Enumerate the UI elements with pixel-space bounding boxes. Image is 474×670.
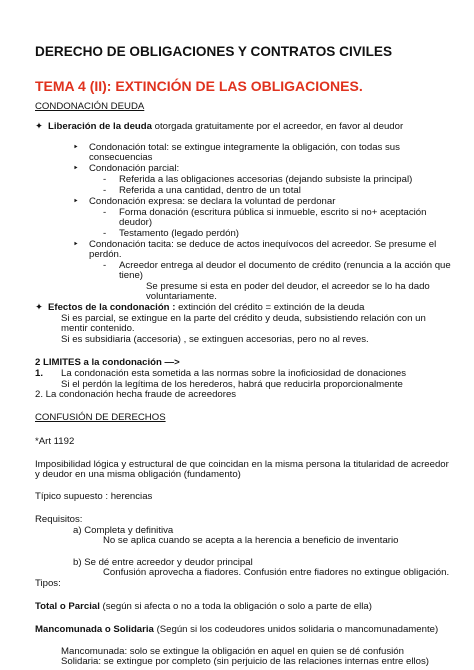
dash-bullet-icon: - (103, 260, 107, 271)
tacita-a-2: tiene) (119, 270, 143, 281)
parcial-b: Referida a una cantidad, dentro de un total (119, 185, 301, 196)
definition-line-2: y deudor en una misma obligación (fundamento) (35, 469, 241, 480)
arrow-bullet-icon: ‣ (73, 142, 79, 153)
tipico-line: Típico supuesto : herencias (35, 491, 153, 502)
total-line-1: Condonación total: se extingue integramente la obligación, con todas sus (89, 142, 400, 153)
dash-bullet-icon: - (103, 207, 107, 218)
parcial-line: Condonación parcial: (89, 163, 180, 174)
dash-bullet-icon: - (103, 174, 107, 185)
limites-item-1-line-2: Si el perdón la legítima de los herederos, habrá que reducirla proporcionalmente (61, 379, 403, 390)
total-parcial-line (35, 601, 372, 612)
tacita-line-1: Condonación tacita: se deduce de actos inequívocos del acreedor. Se presume el (89, 239, 437, 250)
efectos-line-4: Si es subsidiaria (accesoria) , se extinguen accesorias, pero no al reves. (61, 334, 369, 345)
tacita-a-1: Acreedor entrega al deudor el documento de crédito (renuncia a la acción que (119, 260, 451, 271)
efectos-line-2: Si es parcial, se extingue en la parte del crédito y deuda, subsistiendo relación con un (61, 313, 426, 324)
total-line-2: consecuencias (89, 152, 153, 163)
liberacion-bold: Liberación de la deuda (48, 121, 152, 132)
requisito-b-note: Confusión aprovecha a fiadores. Confusión entre fiadores no extingue obligación. (103, 567, 450, 578)
expresa-a-1: Forma donación (escritura pública si inmueble, escrito si no+ aceptación (119, 207, 427, 218)
dash-bullet-icon: - (103, 185, 107, 196)
efectos-bold: Efectos de la condonación : (48, 302, 176, 313)
limites-item-1-number: 1. (35, 368, 44, 379)
requisito-b: b) Se dé entre acreedor y deudor principal (73, 557, 253, 568)
tipos-label: Tipos: (35, 578, 61, 589)
tacita-line-2: perdón. (89, 249, 122, 260)
section-heading-condonacion: CONDONACIÓN DEUDA (35, 101, 145, 112)
art-reference: *Art 1192 (35, 436, 75, 447)
efectos-line-3: mentir contenido. (61, 323, 135, 334)
efectos-line (48, 302, 364, 313)
dash-bullet-icon: - (103, 228, 107, 239)
expresa-a-2: deudor) (119, 217, 153, 228)
mancomunada-line (35, 624, 438, 635)
requisitos-label: Requisitos: (35, 514, 83, 525)
limites-item-2: 2. La condonación hecha fraude de acreedores (35, 389, 237, 400)
limites-item-1-line-1: La condonación esta sometida a las normas sobre la inoficiosidad de donaciones (61, 368, 407, 379)
document-title: DERECHO DE OBLIGACIONES Y CONTRATOS CIVILES (35, 44, 393, 59)
efectos-rest: extinción del crédito = extinción de la deuda (178, 302, 365, 313)
section-heading-confusion: CONFUSIÓN DE DERECHOS (35, 412, 166, 423)
liberacion-line (48, 121, 403, 132)
requisito-a-note: No se aplica cuando se acepta a la herencia a beneficio de inventario (103, 535, 399, 546)
expresa-line: Condonación expresa: se declara la voluntad de perdonar (89, 196, 336, 207)
star-bullet-icon: ✦ (35, 302, 44, 313)
document-subtitle: TEMA 4 (II): EXTINCIÓN DE LAS OBLIGACIONES. (35, 78, 363, 94)
mancomunada-rest: (Según si los codeudores unidos solidaria o mancomunadamente) (156, 624, 439, 635)
limites-heading: 2 LIMITES a la condonación —> (35, 357, 180, 368)
requisito-a: a) Completa y definitiva (73, 525, 174, 536)
tacita-b-1: Se presume si esta en poder del deudor, el acreedor se lo ha dado (146, 281, 430, 292)
liberacion-rest: otorgada gratuitamente por el acreedor, en favor al deudor (154, 121, 404, 132)
total-parcial-bold: Total o Parcial (35, 601, 100, 612)
arrow-bullet-icon: ‣ (73, 196, 79, 207)
arrow-bullet-icon: ‣ (73, 239, 79, 250)
definition-line-1: Imposibilidad lógica y estructural de que coincidan en la misma persona la titularidad de acreedor (35, 459, 449, 470)
arrow-bullet-icon: ‣ (73, 163, 79, 174)
mancomunada-bold: Mancomunada o Solidaria (35, 624, 154, 635)
star-bullet-icon: ✦ (35, 121, 44, 132)
expresa-b: Testamento (legado perdón) (119, 228, 239, 239)
mancomunada-detail: Mancomunada: solo se extingue la obligación en aquel en quien se dé confusión (61, 646, 404, 657)
solidaria-detail: Solidaria: se extingue por completo (sin perjuicio de las relaciones internas entre ellos) (61, 656, 429, 667)
parcial-a: Referida a las obligaciones accesorias (dejando subsiste la principal) (119, 174, 413, 185)
tacita-b-2: voluntariamente. (146, 291, 217, 302)
total-parcial-rest: (según si afecta o no a toda la obligación o solo a parte de ella) (102, 601, 372, 612)
